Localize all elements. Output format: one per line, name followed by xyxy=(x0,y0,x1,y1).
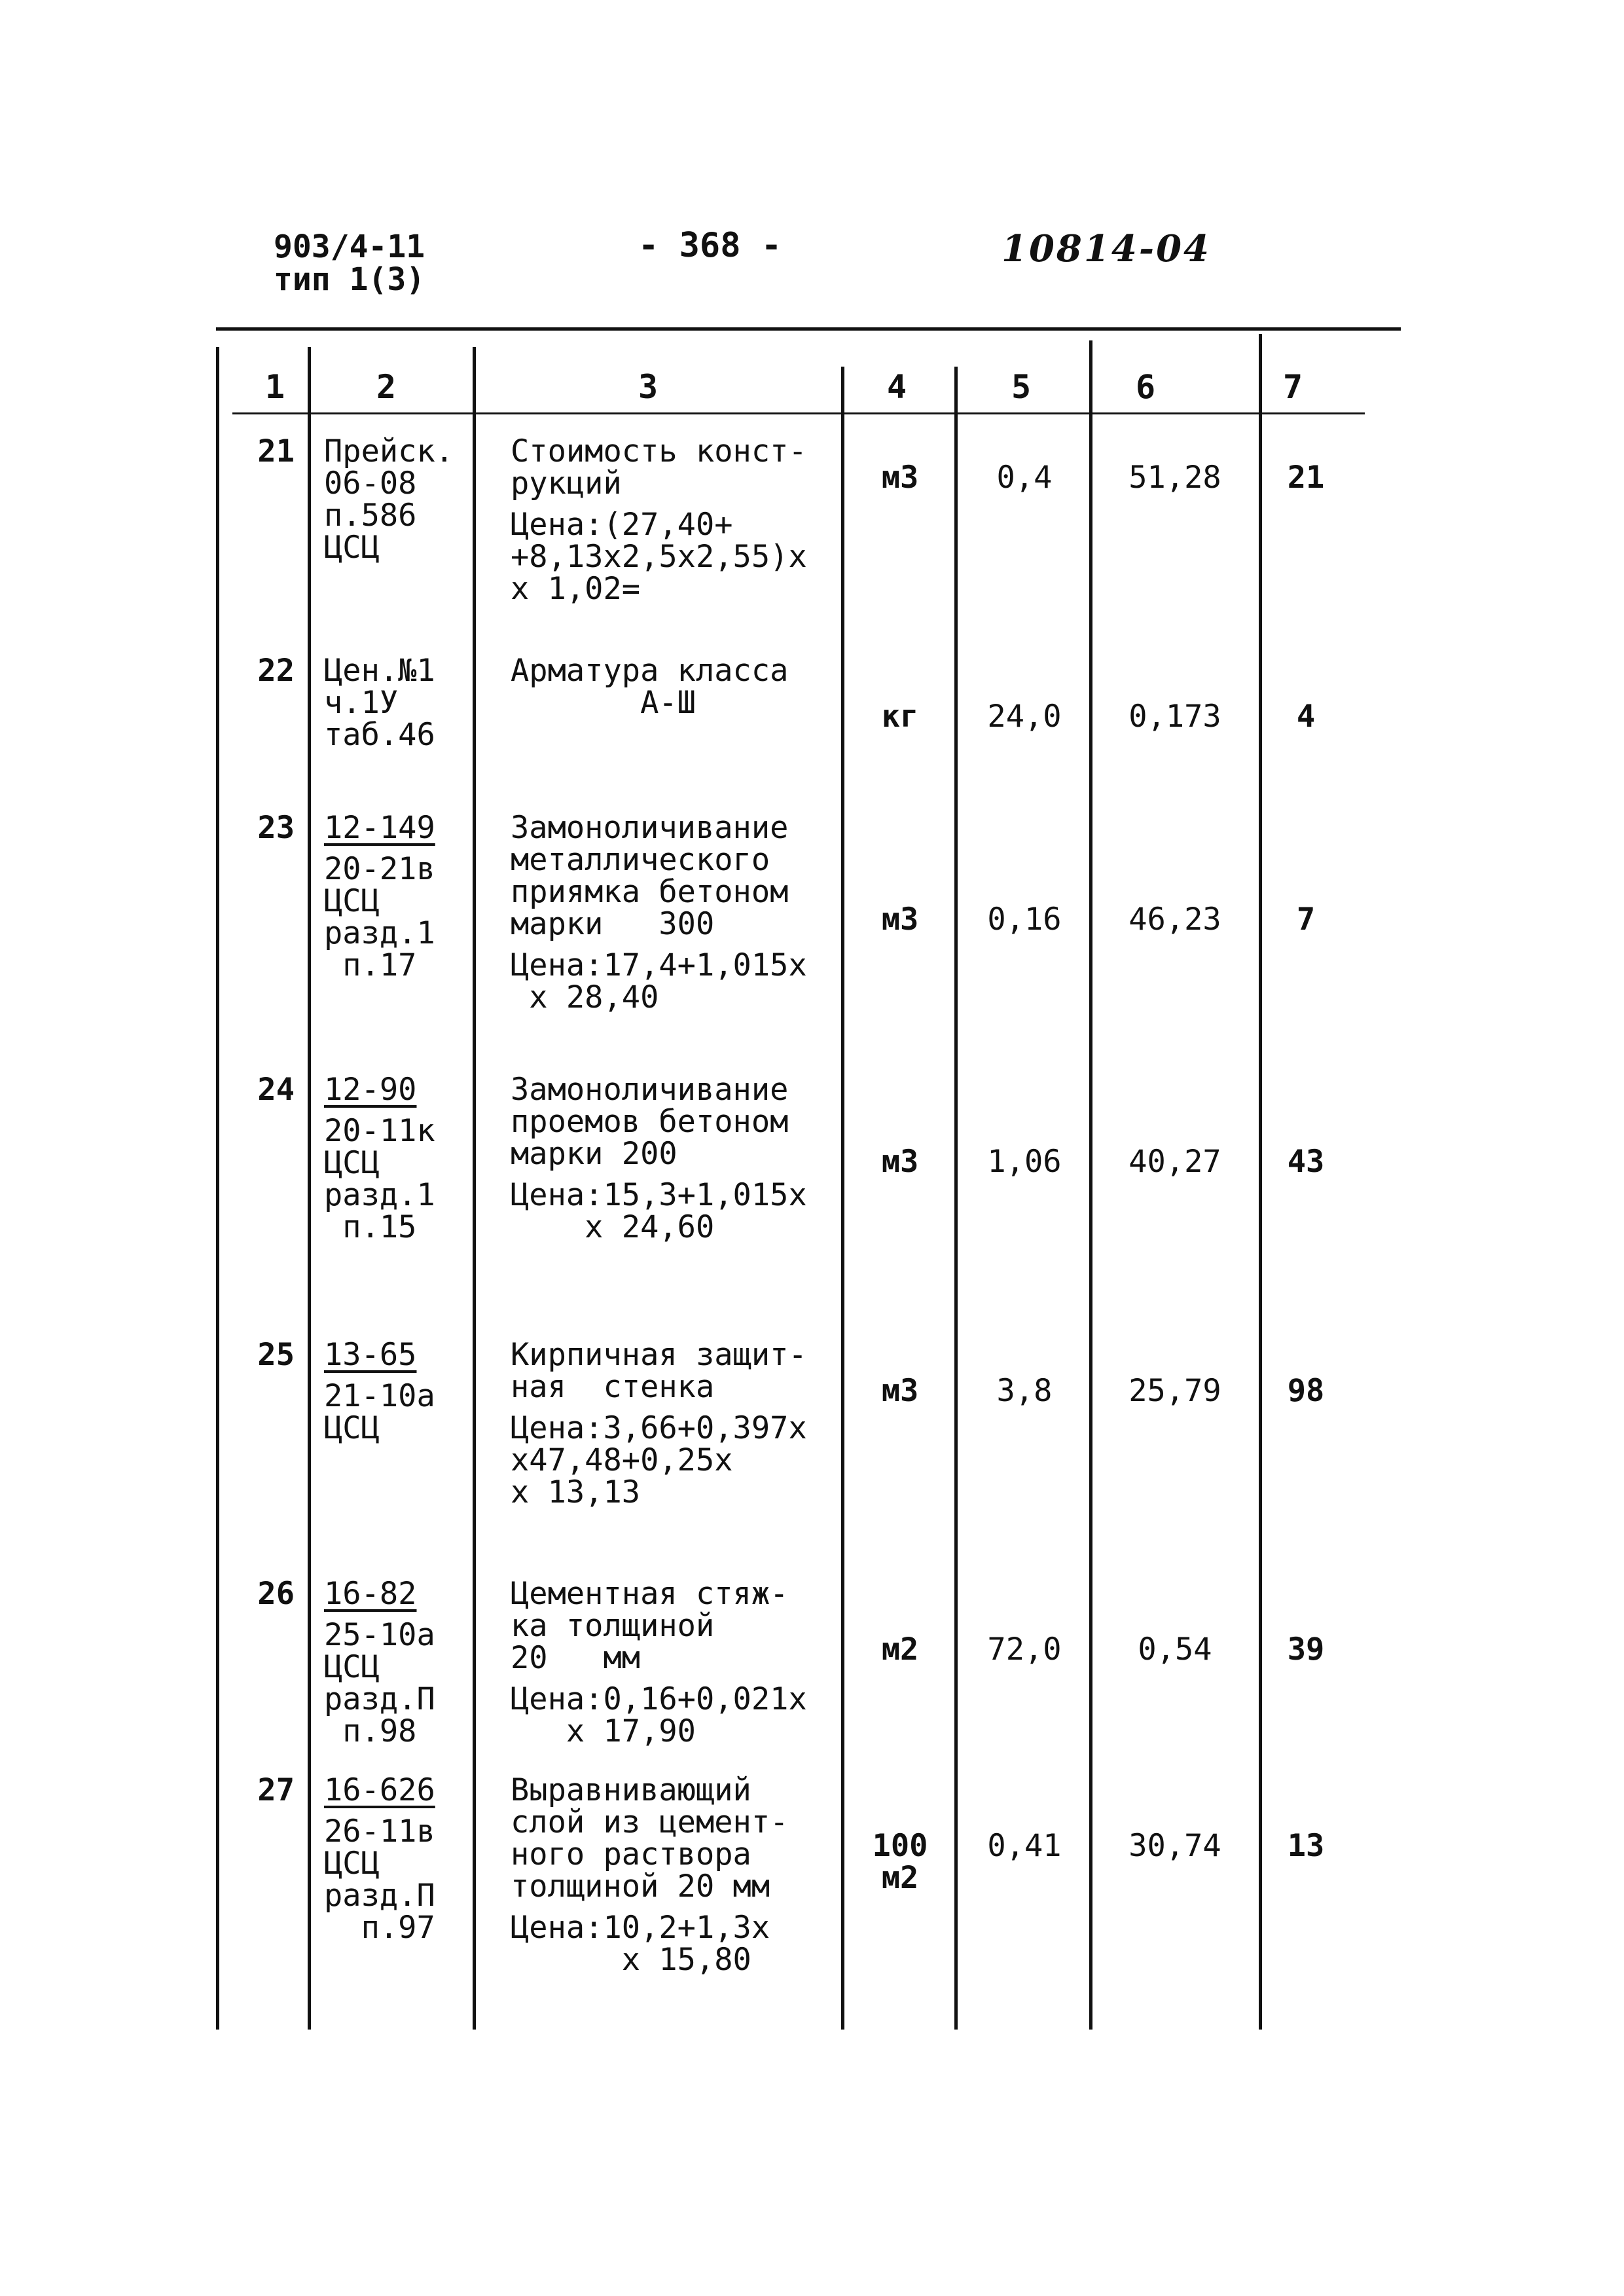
price-reference-line: разд.1 xyxy=(324,915,435,951)
quantity: 0,4 xyxy=(996,460,1053,496)
unit-price: 40,27 xyxy=(1128,1144,1221,1180)
col-divider-6-7 xyxy=(1259,334,1262,2030)
header-bottom-rule xyxy=(232,412,1365,414)
description-line: Выравнивающий xyxy=(511,1772,751,1808)
description-line: А-Ш xyxy=(511,685,696,721)
col-divider-4-5 xyxy=(954,367,958,2030)
document-code-line2: тип 1(3) xyxy=(274,261,425,298)
price-reference-line: 20-21в xyxy=(324,851,435,887)
unit-price: 25,79 xyxy=(1128,1373,1221,1409)
col-divider-3-4 xyxy=(841,367,844,2030)
work-description xyxy=(511,1774,838,1976)
price-formula-line: +8,13х2,5х2,55)х xyxy=(511,539,807,575)
column-number-3: 3 xyxy=(638,368,659,406)
description-line: Арматура класса xyxy=(511,653,789,689)
description-line: слой из цемент- xyxy=(511,1804,789,1840)
unit: м2 xyxy=(881,1631,919,1667)
column-number-5: 5 xyxy=(1011,368,1032,406)
price-reference xyxy=(324,812,475,981)
unit-price: 0,173 xyxy=(1128,699,1221,735)
price-reference-line: п.98 xyxy=(324,1713,417,1749)
description-line: приямка бетоном xyxy=(511,874,789,910)
price-formula-line: х47,48+0,25х xyxy=(511,1442,733,1478)
price-reference-line: таб.46 xyxy=(324,717,435,753)
column-number-1: 1 xyxy=(264,368,285,406)
quantity: 1,06 xyxy=(987,1144,1062,1180)
price-reference-code: 16-82 xyxy=(324,1576,417,1612)
description-line: Цементная стяж- xyxy=(511,1576,789,1612)
price-reference-code: 13-65 xyxy=(324,1337,417,1373)
price-formula-line: х 15,80 xyxy=(511,1942,751,1978)
description-line: Стоимость конст- xyxy=(511,433,807,469)
column-number-4: 4 xyxy=(886,368,907,406)
price-reference-line: Прейск. xyxy=(324,433,454,469)
total-cost: 4 xyxy=(1296,699,1316,735)
price-formula-line: х 1,02= xyxy=(511,571,641,607)
row-number: 21 xyxy=(257,433,295,469)
page-number: - 368 - xyxy=(638,226,782,265)
unit: м3 xyxy=(881,902,919,938)
col-divider-5-6 xyxy=(1089,340,1092,2030)
price-reference-code: 12-90 xyxy=(324,1072,417,1108)
price-formula-line: Цена:15,3+1,015х xyxy=(511,1177,807,1213)
price-reference-line: 21-10а xyxy=(324,1378,435,1414)
col-divider-1-2 xyxy=(308,347,311,2030)
work-description xyxy=(511,812,838,1013)
document-code-line1: 903/4-11 xyxy=(274,228,425,265)
column-number-2: 2 xyxy=(376,368,397,406)
price-reference-line: ч.1У xyxy=(324,685,399,721)
price-reference xyxy=(324,1074,475,1243)
description-line: 20 мм xyxy=(511,1640,641,1676)
description-line: Замоноличивание xyxy=(511,810,789,846)
price-formula-line: х 28,40 xyxy=(511,979,659,1015)
price-formula-line: Цена:3,66+0,397х xyxy=(511,1410,807,1446)
quantity: 0,41 xyxy=(987,1828,1062,1864)
price-reference xyxy=(324,1578,475,1747)
description-line: толщиной 20 мм xyxy=(511,1868,770,1904)
description-line: ного раствора xyxy=(511,1836,751,1872)
price-reference-line: ЦСЦ xyxy=(324,1846,380,1882)
price-reference-line: ЦСЦ xyxy=(324,1649,380,1685)
price-reference-code: 16-626 xyxy=(324,1772,435,1808)
quantity: 24,0 xyxy=(987,699,1062,735)
price-reference-code: 12-149 xyxy=(324,810,435,846)
work-description xyxy=(511,1074,838,1243)
unit-price: 51,28 xyxy=(1128,460,1221,496)
price-formula-line: Цена:10,2+1,3х xyxy=(511,1910,770,1946)
price-reference-line: разд.1 xyxy=(324,1177,435,1213)
total-cost: 13 xyxy=(1287,1828,1325,1864)
price-reference-line: 06-08 xyxy=(324,465,417,501)
description-line: Замоноличивание xyxy=(511,1072,789,1108)
quantity: 0,16 xyxy=(987,902,1062,938)
description-line: Кирпичная защит- xyxy=(511,1337,807,1373)
price-formula-line: х 17,90 xyxy=(511,1713,696,1749)
table-left-border xyxy=(216,347,219,2030)
price-reference-line: ЦСЦ xyxy=(324,883,380,919)
description-line: марки 300 xyxy=(511,906,715,942)
total-cost: 98 xyxy=(1287,1373,1325,1409)
row-number: 24 xyxy=(257,1072,295,1108)
row-number: 22 xyxy=(257,653,295,689)
row-number: 27 xyxy=(257,1772,295,1808)
column-number-7: 7 xyxy=(1282,368,1303,406)
price-reference-line: 25-10а xyxy=(324,1617,435,1653)
unit: м3 xyxy=(881,460,919,496)
total-cost: 21 xyxy=(1287,460,1325,496)
unit: м3 xyxy=(881,1373,919,1409)
price-reference xyxy=(324,1339,475,1444)
price-reference-line: п.17 xyxy=(324,947,417,983)
price-reference-line: ЦСЦ xyxy=(324,530,380,566)
unit-price: 46,23 xyxy=(1128,902,1221,938)
description-line: проемов бетоном xyxy=(511,1104,789,1140)
unit-price: 30,74 xyxy=(1128,1828,1221,1864)
total-cost: 43 xyxy=(1287,1144,1325,1180)
unit: м3 xyxy=(881,1144,919,1180)
table-top-rule xyxy=(216,327,1401,331)
price-reference xyxy=(324,1774,475,1944)
price-reference-line: разд.П xyxy=(324,1878,435,1914)
price-reference xyxy=(324,655,475,751)
price-reference xyxy=(324,435,475,564)
unit: кг xyxy=(881,699,919,735)
description-line: марки 200 xyxy=(511,1136,677,1172)
price-reference-line: п.586 xyxy=(324,498,417,534)
price-formula-line: х 13,13 xyxy=(511,1474,641,1510)
price-formula-line: х 24,60 xyxy=(511,1209,715,1245)
price-reference-line: ЦСЦ xyxy=(324,1145,380,1181)
row-number: 26 xyxy=(257,1576,295,1612)
price-formula-line: Цена:(27,40+ xyxy=(511,507,733,543)
description-line: металлического xyxy=(511,842,770,878)
price-reference-line: ЦСЦ xyxy=(324,1410,380,1446)
total-cost: 39 xyxy=(1287,1631,1325,1667)
work-description xyxy=(511,435,838,605)
price-reference-line: 20-11к xyxy=(324,1113,435,1149)
quantity: 3,8 xyxy=(996,1373,1053,1409)
handwritten-document-number: 10814-04 xyxy=(1001,227,1211,270)
description-line: рукций xyxy=(511,465,622,501)
price-reference-line: 26-11в xyxy=(324,1813,435,1850)
total-cost: 7 xyxy=(1296,902,1316,938)
quantity: 72,0 xyxy=(987,1631,1062,1667)
work-description xyxy=(511,1578,838,1747)
price-reference-line: п.97 xyxy=(324,1910,435,1946)
description-line: ка толщиной xyxy=(511,1608,715,1644)
price-reference-line: разд.П xyxy=(324,1681,435,1717)
price-formula-line: Цена:17,4+1,015х xyxy=(511,947,807,983)
row-number: 25 xyxy=(257,1337,295,1373)
column-number-6: 6 xyxy=(1135,368,1156,406)
unit: 100 м2 xyxy=(872,1828,928,1896)
price-reference-line: п.15 xyxy=(324,1209,417,1245)
price-formula-line: Цена:0,16+0,021х xyxy=(511,1681,807,1717)
description-line: ная стенка xyxy=(511,1369,715,1405)
document-code xyxy=(274,230,483,296)
unit-price: 0,54 xyxy=(1138,1631,1212,1667)
row-number: 23 xyxy=(257,810,295,846)
price-reference-line: Цен.№1 xyxy=(324,653,435,689)
work-description xyxy=(511,655,838,719)
work-description xyxy=(511,1339,838,1508)
